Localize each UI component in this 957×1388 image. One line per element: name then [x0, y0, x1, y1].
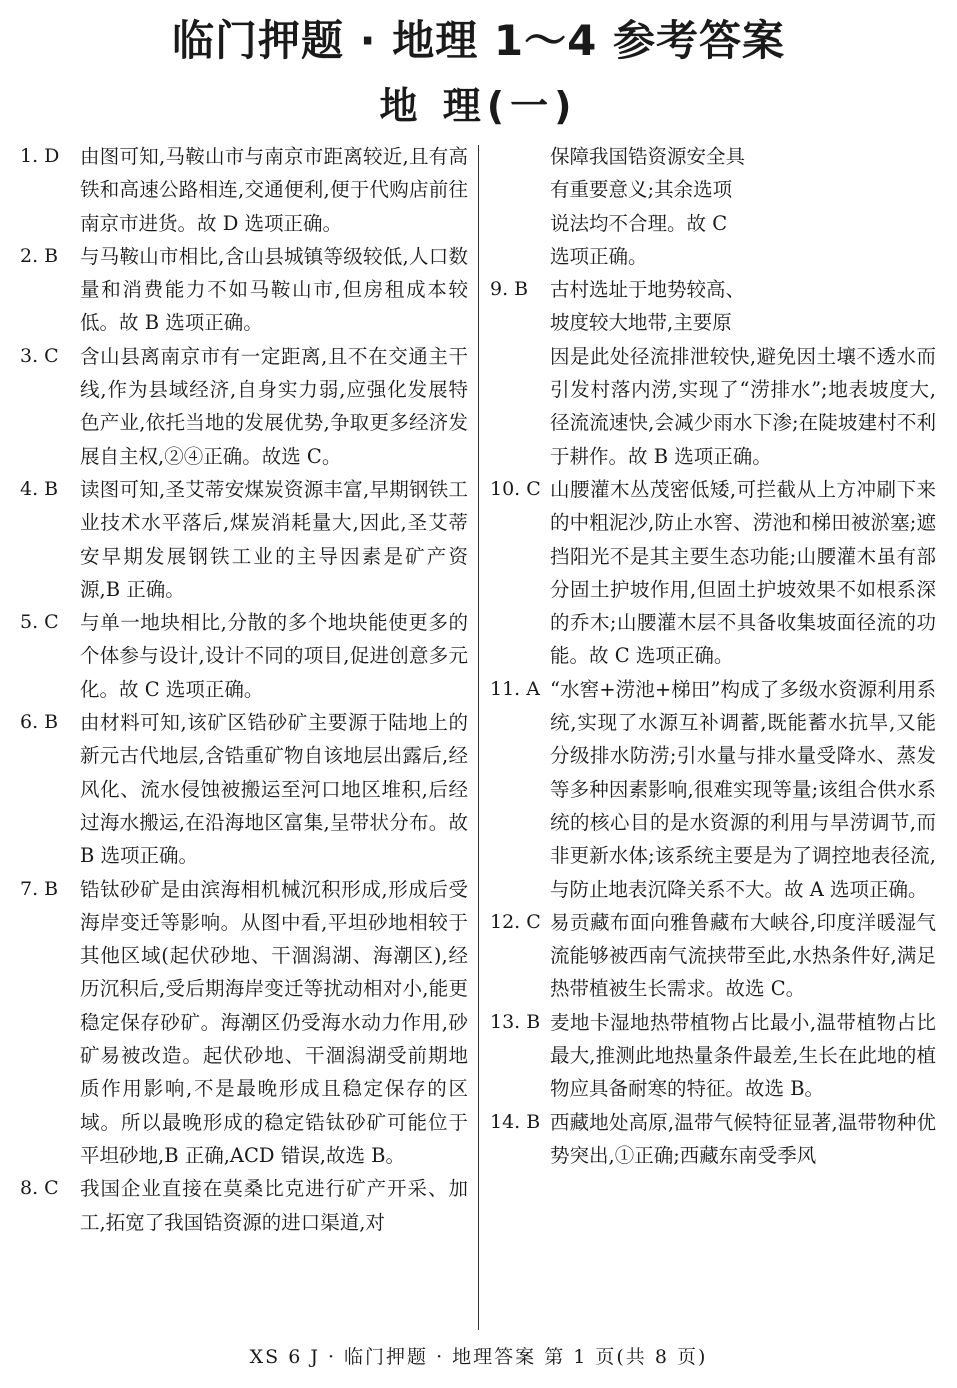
answer-number: 12. C	[490, 910, 541, 933]
column-divider	[478, 145, 479, 1330]
answer-item	[20, 706, 468, 872]
answer-item	[20, 340, 468, 473]
answer-number: 1. D	[20, 145, 60, 167]
answer-item	[20, 606, 468, 706]
answer-number: 9. B	[490, 278, 529, 301]
answer-item	[20, 140, 468, 240]
answer-explanation: 易贡藏布面向雅鲁藏布大峡谷,印度洋暖湿气流能够被西南气流挟带至此,水热条件好,满足热带植被生长需求。故选 C。	[550, 910, 936, 1001]
answer-explanation: 西藏地处高原,温带气候特征显著,温带物种优势突出,①正确;西藏东南受季风	[550, 1110, 936, 1167]
answer-number: 7. B	[20, 877, 59, 900]
answer-number: 3. C	[20, 344, 59, 367]
answer-explanation: 我国企业直接在莫桑比克进行矿产开采、加工,拓宽了我国锆资源的进口渠道,对	[80, 1177, 468, 1234]
answer-number: 10. C	[490, 477, 541, 500]
section-title: 地 理(一)	[379, 84, 578, 128]
answer-item	[490, 906, 936, 1006]
answer-explanation: 读图可知,圣艾蒂安煤炭资源丰富,早期钢铁工业技术水平落后,煤炭消耗量大,因此,圣艾蒂安早期发展钢铁工业的主导因素是矿产资源,B 正确。	[80, 477, 468, 601]
answer-item	[490, 473, 936, 673]
answer-number: 11. A	[490, 677, 540, 700]
answer-continuation: 保障我国锆资源安全具 有重要意义;其余选项 说法均不合理。故 C 选项正确。	[550, 145, 746, 268]
answer-item	[490, 273, 936, 473]
answer-item	[490, 1006, 936, 1106]
answer-explanation: 古村选址于地势较高、 坡度较大地带,主要原 因是此处径流排泄较快,避免因土壤不透水而引发村落内涝,实现了“涝排水”;地表坡度大,径流流速快,会减少雨水下渗;在陡坡建村不利于耕作。故 B 选项正确。	[550, 278, 936, 468]
answer-explanation: 由材料可知,该矿区锆砂矿主要源于陆地上的新元古代地层,含锆重矿物自该地层出露后,经风化、流水侵蚀被搬运至河口地区堆积,后经过海水搬运,在沿海地区富集,呈带状分布。故 B 选项正确。	[80, 711, 468, 868]
answer-item	[490, 673, 936, 906]
answer-explanation: 山腰灌木丛茂密低矮,可拦截从上方冲刷下来的中粗泥沙,防止水窖、涝池和梯田被淤塞;遮挡阳光不是其主要生态功能;山腰灌木虽有部分固土护坡作用,但固土护坡效果不如根系深的乔木;山腰灌木层不具备收集坡面径流的功能。故 C 选项正确。	[550, 477, 936, 668]
answer-number: 2. B	[20, 244, 59, 267]
answer-item	[20, 473, 468, 606]
answer-explanation: 与马鞍山市相比,含山县城镇等级较低,人口数量和消费能力不如马鞍山市,但房租成本较低。故 B 选项正确。	[80, 244, 468, 335]
answer-number: 6. B	[20, 711, 59, 734]
answer-item	[20, 873, 468, 1173]
answer-number: 5. C	[20, 611, 59, 634]
answer-number: 13. B	[490, 1010, 541, 1033]
answer-explanation: 含山县离南京市有一定距离,且不在交通主干线,作为县域经济,自身实力弱,应强化发展特色产业,依托当地的发展优势,争取更多经济发展自主权,②④正确。故选 C。	[80, 344, 468, 468]
answer-explanation: “水窖+涝池+梯田”构成了多级水资源利用系统,实现了水源互补调蓄,既能蓄水抗旱,又能分级排水防涝;引水量与排水量受降水、蒸发等多种因素影响,很难实现等量;该组合供水系统的核心目的是水资源的利用与旱涝调节,而非更新水体;该系统主要是为了调控地表径流,与防止地表沉降关系不大。故 A 选项正确。	[550, 677, 936, 901]
answer-item	[20, 1172, 468, 1239]
answer-explanation: 由图可知,马鞍山市与南京市距离较近,且有高铁和高速公路相连,交通便利,便于代购店前往南京市进货。故 D 选项正确。	[80, 145, 468, 235]
answer-explanation: 锆钛砂矿是由滨海相机械沉积形成,形成后受海岸变迁等影响。从图中看,平坦砂地相较于其他区域(起伏砂地、干涸潟湖、海潮区),经历沉积后,受后期海岸变迁等扰动相对小,能更稳定保存砂矿。海潮区仍受海水动力作用,砂矿易被改造。起伏砂地、干涸潟湖受前期地质作用影响,不是最晚形成且稳定保存的区域。所以最晚形成的稳定锆钛砂矿可能位于平坦砂地,B 正确,ACD 错误,故选 B。	[80, 877, 468, 1167]
right-column	[490, 140, 936, 1172]
left-column	[20, 140, 468, 1239]
answer-explanation: 麦地卡湿地热带植物占比最小,温带植物占比最大,推测此地热量条件最差,生长在此地的植物应具备耐寒的特征。故选 B。	[550, 1010, 936, 1101]
answer-explanation: 与单一地块相比,分散的多个地块能使更多的个体参与设计,设计不同的项目,促进创意多元化。故 C 选项正确。	[80, 611, 468, 701]
answer-number: 8. C	[20, 1177, 59, 1200]
page-title: 临门押题 · 地理 1～4 参考答案	[172, 16, 785, 65]
page-footer: XS 6 J · 临门押题 · 地理答案 第 1 页(共 8 页)	[249, 1346, 708, 1368]
answer-item	[490, 1106, 936, 1173]
answer-item	[20, 240, 468, 340]
answer-number: 14. B	[490, 1110, 541, 1133]
answer-number: 4. B	[20, 477, 59, 500]
